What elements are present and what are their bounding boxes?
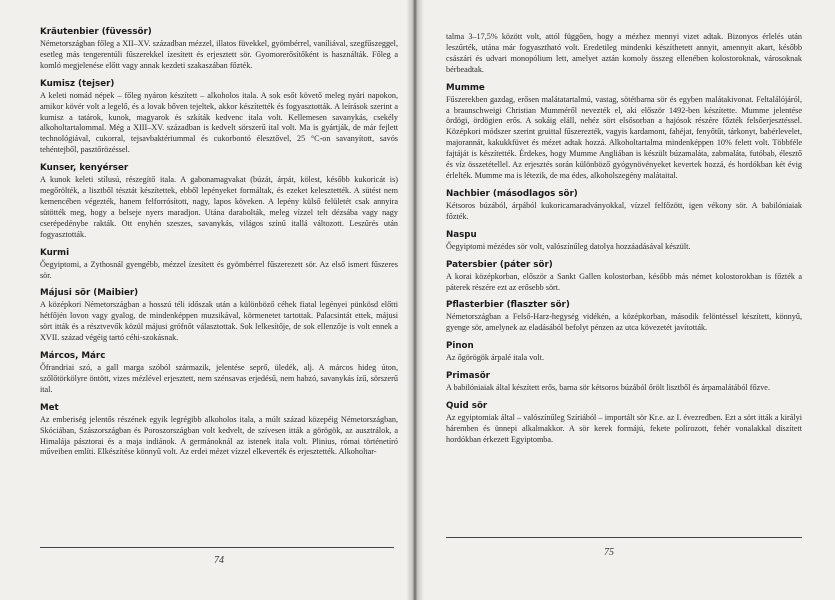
entry-heading: Márcos, Márc	[40, 351, 106, 362]
entry-heading: Pinon	[446, 341, 474, 352]
entry-text: Az egyiptomiak által – valószínűleg Szíriából – importált sör Kr.e. az I. évezredben. Ezt a sört itták a királyi háremben és ünnepi alkalmakkor. A sör kerek formájú, fekete polírozott, fehér vonalakkal díszített hordókban érkezett Egyiptomba.	[446, 413, 802, 444]
entry-quid-sor	[446, 400, 802, 446]
entry-text: A középkori Németországban a hosszú téli időszak után a különböző céhek fiatal legényei pünkösd előtti hétfőjén lovon vagy gyalog, de mindenképpen muzsikával, körmenetet tartottak. Palacsintát ettek, májusi sört itták és a résztvevők közül májusi grófnőt választottak. Sok lelkesítője, de sok ellenzője is volt ennek a XVII. század végéig tartó céhi-szokásnak.	[40, 300, 398, 343]
entry-text: A keleti nomád népek – főleg nyáron készített – alkoholos itala. A sok esőt követő meleg nyári napokon, amikor kövér volt a legelő, és a lovak bőven tejeltek, akkor készítették és fogyasztották. A leírások szerint a kumisz a tatárok, kunok, magyarok és szkíták kedvenc itala volt. Kellemesen savanykás, csekély alkoholtartalommal. Még a XIII–XV. században is kedvelt sörszerű ital volt. Ma is gyártják, de már fejlett technológiával, cukorral, tejsavbaktériummal és cukorbontó élesztővel, 25 °C-on savanyított, savós tehéntejből, pasztőrözéssel.	[40, 90, 398, 155]
entry-text: Őegyiptomi, a Zythosnál gyengébb, mézzel ízesített és gyömbérrel fűszerezett sör. Az első ismert fűszeres sör.	[40, 259, 398, 280]
entry-text: Őegyiptomi mézédes sör volt, valószínűleg datolya hozzáadásával készült.	[446, 241, 691, 251]
entry-primasor	[446, 370, 802, 394]
right-page	[418, 0, 835, 600]
entry-text: A korai középkorban, először a Sankt Gallen kolostorban, később más német kolostorokban is főzték a páterek részére ezt az erősebb sört.	[446, 271, 802, 292]
entry-text: Németországban főleg a XII–XV. században mézzel, illatos füvekkel, gyömbérrel, vaníliával, szegfűszeggel, esetleg más tengerentúli fűszerekkel ízesített és erjesztett sör. Gyomorerősítőként is használták. Főleg a komló megjelenése előtt vagy annak kezdeti szakaszában főzték.	[40, 39, 398, 70]
entry-heading: Met	[40, 402, 59, 413]
entry-heading: Patersbier (páter sör)	[446, 259, 553, 270]
entry-heading: Quid sör	[446, 401, 488, 412]
entry-heading: Kumisz (tejser)	[40, 78, 115, 89]
entry-kunser	[40, 162, 398, 240]
entry-text: A kunok keleti stílusú, részegítő itala. A gabonamagvakat (búzát, árpát, kölest, később kukoricát is) megőrölték, a lisztből tésztát készítettek, ebből lepényeket formáltak, és ezeket kelesztették. A sütést nem kemencében végezték, hanem felforrósított, nagy, lapos köveken. A lepény külső felületét csak annyira sütötték meg, hogy a belseje nyers maradjon. Utána darabolták, meleg vízzel telt dézsába vagy nagy cserépedénybe rakták. Ott enyhén szeszes, savanykás, világos színű itallá változott. Leszűrés után fogyasztották.	[40, 175, 398, 239]
entry-heading: Májusi sör (Maibier)	[40, 288, 139, 299]
footer-rule	[446, 537, 802, 538]
entry-met	[40, 402, 398, 459]
entry-text: Az emberiség jelentős részének egyik legrégibb alkoholos itala, a múlt század közepéig Németországban, Skóciában, Szászországban és Poroszországban volt kedvelt, de szívesen itták a görögök, az ausztrálok, a Himalája pásztorai és a maja indiánok. A germánoknál az istenek itala volt. Plinius, római történetíró műveiben említi. Elkészítése könnyű volt. Az erdei mézet vízzel elkeverték és erjesztették. Alkoholtar-	[40, 414, 398, 457]
entry-heading: Mumme	[446, 82, 485, 93]
left-column	[40, 26, 398, 464]
entry-naspu	[446, 229, 802, 253]
right-column	[446, 32, 802, 452]
entry-patersbier	[446, 259, 802, 294]
entry-heading: Kräutenbier (füvessör)	[40, 27, 152, 37]
entry-majusi-sor	[40, 287, 398, 344]
entry-heading: Pflasterbier (flaszter sör)	[446, 300, 570, 311]
book-gutter	[406, 0, 424, 600]
entry-text: Az őgörögök árpalé itala volt.	[446, 353, 544, 363]
continued-text	[446, 32, 802, 76]
entry-text: A babilóniaiak által készített erős, barna sör kétsoros búzából őrölt lisztből és árpamalátából főzve.	[446, 383, 770, 393]
entry-nachbier	[446, 188, 802, 223]
entry-pinon	[446, 340, 802, 364]
entry-text: Fűszerekben gazdag, erősen malátatartalmú, vastag, sötétbarna sör és egyben malátakivonat. Feltalálójáról, a braunschweigi Christian Mumméről nevezték el, aki először 1492-ben készítette. Mumme jelentése ördögi, ördögien erős. A sokáig eláll, nehéz sört elsősorban a hajósok részére főzték felsőerjesztéssel. Középkori módszer szerint gruittal fűszerezték, vagyis kardamont, fahéjat, fenyőtűt, tárkonyt, babérlevelet, majorannát, kakukkfüvet és mézet adtak hozzá. Alkoholtartalma mindenképpen 10% felett volt. Többféle fajtáját is készítették. Érdekes, hogy Mumme Angliában is készült búzamaláta, zabmaláta, futóbab, élesztő és víz összetétellel. Az erjesztés során különböző gyógynövényeket kevertek hozzá, és hordókban két évig érlelték. Mumme ma is létezik, de ma édes, alkoholszegény malátaital.	[446, 94, 802, 180]
footer-rule	[40, 547, 394, 548]
page-number: 74	[214, 555, 224, 566]
left-page	[0, 0, 412, 600]
entry-heading: Nachbier (másodlagos sör)	[446, 188, 578, 199]
entry-text: Németországban a Felső-Harz-hegység vidékén, a középkorban, második felöntéssel készített, könnyű, gyenge sör, amelynek az eladásából befolyt pénzen az utca kövezetét javították.	[446, 312, 802, 333]
entry-heading: Kurmi	[40, 247, 70, 258]
entry-heading: Primasör	[446, 371, 490, 382]
entry-text: talma 3–17,5% között volt, attól függően, hogy a mézhez mennyi vizet adtak. Bizonyos érlelés után leszűrték, utána már fogyasztható volt. Eredetileg mindenki készíthetett annyit, amennyit akart, később császári és udvari monopólium lett, amelyet aztán komoly összeg ellenében kolostoroknak, városoknak bérbeadtak.	[446, 32, 802, 74]
entry-mumme	[446, 82, 802, 182]
entry-krautenbier	[40, 26, 398, 72]
entry-text: Őfrandriai szó, a gall marga szóból származik, jelentése seprő, üledék, alj. A márcos hideg úton, szőlőtörkölyre öntött, vizes mézlével erjesztett, nem szénsavas erjedésű, nem habzó, savanykás ízű, sörszerű ital.	[40, 363, 398, 394]
entry-marcos	[40, 350, 398, 396]
entry-text: Kétsoros búzából, árpából kukoricamaradványokkal, vízzel felfőzött, igen vékony sör. A babilóniaiak főzték.	[446, 200, 802, 221]
entry-kurmi	[40, 247, 398, 282]
entry-pflasterbier	[446, 299, 802, 334]
entry-kumisz	[40, 78, 398, 156]
entry-heading: Naspu	[446, 229, 477, 240]
page-number: 75	[604, 547, 614, 558]
entry-heading: Kunser, kenyérser	[40, 163, 129, 174]
